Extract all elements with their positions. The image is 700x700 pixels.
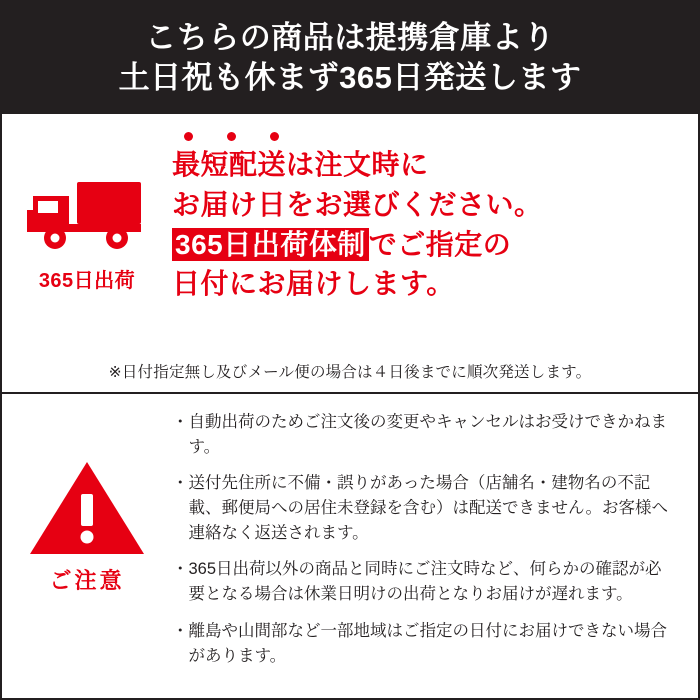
shipping-line-1: 最短配送は注文時に: [172, 149, 429, 180]
list-item: [172, 619, 678, 669]
shipping-note: ※日付指定無し及びメール便の場合は４日後までに順次発送します。: [108, 364, 592, 381]
caution-caption: ご注意: [49, 568, 125, 593]
caution-list: [172, 404, 698, 698]
shipping-highlight: 365日出荷体制: [172, 228, 369, 261]
truck-badge: [2, 126, 172, 360]
caution-item-text: 離島や山間部など一部地域はご指定の日付にお届けできない場合があります。: [188, 621, 667, 665]
shipping-line-2: お届け日をお選びください。: [172, 188, 543, 220]
shipping-line-4: 日付にお届けします。: [172, 268, 455, 300]
dot-2: [227, 132, 236, 141]
dot-3: [270, 132, 279, 141]
header-line-1: こちらの商品は提携倉庫より: [145, 20, 555, 56]
truck-caption: 365日出荷: [38, 270, 136, 292]
shipping-line-3-rest: でご指定の: [368, 228, 512, 260]
shipping-section: [2, 114, 698, 394]
decorative-dots: [184, 132, 682, 141]
caution-badge: [2, 404, 172, 698]
bullet-icon: ・: [172, 560, 189, 579]
list-item: [172, 471, 678, 546]
caution-item-text: 送付先住所に不備・誤りがあった場合（店舗名・建物名の不記載、郵便局への居住未登録を含む）は配送できません。お客様へ連絡なく返送されます。: [188, 474, 668, 543]
bullet-icon: ・: [172, 474, 189, 493]
banner-header: [2, 2, 698, 114]
caution-section: [2, 394, 698, 698]
caution-item-text: 自動出荷のためご注文後の変更やキャンセルはお受けできかねます。: [188, 413, 667, 457]
header-line-2: 土日祝も休まず365日発送します: [118, 60, 582, 95]
list-item: [172, 410, 678, 460]
dot-1: [184, 132, 193, 141]
caution-item-text: 365日出荷以外の商品と同時にご注文時など、何らかの確認が必要となる場合は休業日明けの出荷となりお届けが遅れます。: [188, 560, 662, 604]
shipping-line-3: [172, 225, 682, 265]
bullet-icon: ・: [172, 621, 189, 640]
bullet-icon: ・: [172, 413, 189, 431]
warning-triangle-icon: [28, 458, 146, 558]
list-item: [172, 557, 678, 607]
delivery-truck-icon: [25, 172, 149, 256]
